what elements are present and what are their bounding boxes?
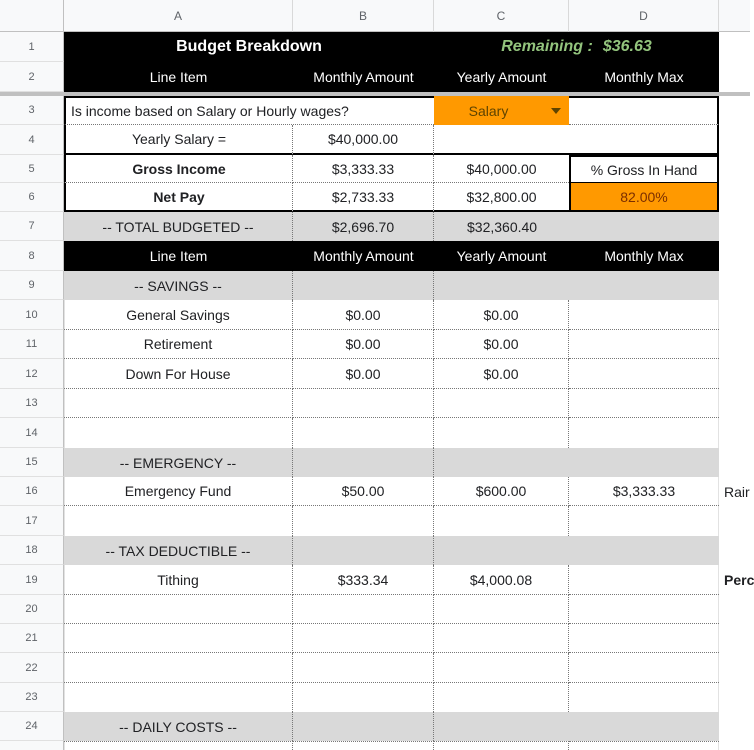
remaining-cell[interactable] (434, 32, 719, 62)
down-for-house-yearly[interactable]: $0.00 (434, 359, 569, 389)
retirement-yearly[interactable]: $0.00 (434, 330, 569, 359)
emergency-fund-max[interactable]: $3,333.33 (569, 477, 719, 506)
column-header-e[interactable] (719, 0, 750, 32)
cell-c24[interactable] (434, 712, 719, 741)
cell-b17[interactable] (293, 506, 434, 536)
cell-c23[interactable] (434, 683, 569, 712)
column-header-b[interactable]: B (293, 0, 434, 32)
general-savings-label[interactable]: General Savings (64, 300, 293, 330)
cell-b20[interactable] (293, 595, 434, 624)
row-header-13[interactable]: 13 (0, 389, 64, 418)
cell-c22[interactable] (434, 653, 569, 683)
cell-a14[interactable] (64, 418, 293, 448)
cell-c17[interactable] (434, 506, 569, 536)
general-savings-monthly[interactable]: $0.00 (293, 300, 434, 330)
cell-b24[interactable] (293, 712, 434, 741)
gross-income-label[interactable]: Gross Income (64, 155, 293, 183)
row-header-10[interactable]: 10 (0, 300, 64, 330)
section-savings[interactable]: -- SAVINGS -- (64, 271, 293, 300)
section-daily-costs[interactable]: -- DAILY COSTS -- (64, 712, 293, 741)
tithing-max[interactable] (569, 565, 719, 595)
net-pay-monthly[interactable]: $2,733.33 (293, 183, 434, 212)
retirement-monthly[interactable]: $0.00 (293, 330, 434, 359)
row-header-11[interactable]: 11 (0, 330, 64, 359)
remaining-value: $36.63 (602, 38, 652, 55)
row-header-6[interactable]: 6 (0, 183, 64, 212)
cell-e16[interactable] (719, 477, 750, 506)
remaining-label: Remaining : (501, 38, 593, 55)
emergency-overflow-text: Rair (724, 483, 750, 500)
tithing-monthly[interactable]: $333.34 (293, 565, 434, 595)
header-monthly-amount[interactable]: Monthly Amount (293, 62, 434, 92)
cell-b13[interactable] (293, 389, 434, 418)
cell-d13[interactable] (569, 389, 719, 418)
cell-a22[interactable] (64, 653, 293, 683)
down-for-house-monthly[interactable]: $0.00 (293, 359, 434, 389)
cell-b15[interactable] (293, 448, 434, 477)
tithing-yearly[interactable]: $4,000.08 (434, 565, 569, 595)
retirement-label[interactable]: Retirement (64, 330, 293, 359)
cell-e19[interactable] (719, 565, 754, 595)
cell-d3[interactable] (569, 96, 719, 125)
cell-a23[interactable] (64, 683, 293, 712)
net-pay-yearly[interactable]: $32,800.00 (434, 183, 569, 212)
row-header-22[interactable]: 22 (0, 653, 64, 683)
total-budgeted-monthly[interactable]: $2,696.70 (293, 212, 434, 241)
cell-b18[interactable] (293, 536, 434, 565)
income-type-dropdown[interactable] (434, 96, 569, 125)
header2-line-item[interactable]: Line Item (64, 241, 293, 271)
cell-c25[interactable] (434, 741, 569, 750)
down-for-house-label[interactable]: Down For House (64, 359, 293, 389)
section-emergency[interactable]: -- EMERGENCY -- (64, 448, 293, 477)
cell-b14[interactable] (293, 418, 434, 448)
down-for-house-max[interactable] (569, 359, 719, 389)
cell-d21[interactable] (569, 624, 719, 653)
section-tax-deductible[interactable]: -- TAX DEDUCTIBLE -- (64, 536, 293, 565)
gross-income-yearly[interactable]: $40,000.00 (434, 155, 569, 183)
row-header-4[interactable]: 4 (0, 125, 64, 155)
column-header-a[interactable]: A (64, 0, 293, 32)
retirement-max[interactable] (569, 330, 719, 359)
cell-a13[interactable] (64, 389, 293, 418)
gross-income-monthly[interactable]: $3,333.33 (293, 155, 434, 183)
cell-b25[interactable] (293, 741, 434, 750)
cell-d17[interactable] (569, 506, 719, 536)
cell-c14[interactable] (434, 418, 569, 448)
cell-b21[interactable] (293, 624, 434, 653)
header-monthly-max[interactable]: Monthly Max (569, 62, 719, 92)
cell-c15[interactable] (434, 448, 719, 477)
gross-in-hand-percent[interactable]: 82.00% (569, 183, 719, 212)
row-header-25[interactable] (0, 741, 64, 750)
row-header-17[interactable]: 17 (0, 506, 64, 536)
row-header-7[interactable]: 7 (0, 212, 64, 241)
net-pay-label[interactable]: Net Pay (64, 183, 293, 212)
column-header-c[interactable]: C (434, 0, 569, 32)
cell-a17[interactable] (64, 506, 293, 536)
income-type-question[interactable]: Is income based on Salary or Hourly wages? (64, 96, 434, 125)
row-header-12[interactable]: 12 (0, 359, 64, 389)
cell-d25[interactable] (569, 741, 719, 750)
cell-c21[interactable] (434, 624, 569, 653)
cell-b9[interactable] (293, 271, 434, 300)
emergency-fund-label[interactable]: Emergency Fund (64, 477, 293, 506)
income-type-value: Salary (468, 102, 509, 119)
cell-c20[interactable] (434, 595, 569, 624)
cell-d14[interactable] (569, 418, 719, 448)
row-header-23[interactable]: 23 (0, 683, 64, 712)
cell-b22[interactable] (293, 653, 434, 683)
emergency-fund-yearly[interactable]: $600.00 (434, 477, 569, 506)
cell-c9[interactable] (434, 271, 719, 300)
cell-c4[interactable] (434, 125, 719, 155)
yearly-salary-value[interactable]: $40,000.00 (293, 125, 434, 155)
cell-d22[interactable] (569, 653, 719, 683)
yearly-salary-label[interactable]: Yearly Salary = (64, 125, 293, 155)
header2-yearly-amount[interactable]: Yearly Amount (434, 241, 569, 271)
row-header-20[interactable]: 20 (0, 595, 64, 624)
general-savings-yearly[interactable]: $0.00 (434, 300, 569, 330)
header-yearly-amount[interactable]: Yearly Amount (434, 62, 569, 92)
header2-monthly-amount[interactable]: Monthly Amount (293, 241, 434, 271)
header-line-item[interactable]: Line Item (64, 62, 293, 92)
row-header-2[interactable]: 2 (0, 62, 64, 92)
total-budgeted-label[interactable]: -- TOTAL BUDGETED -- (64, 212, 293, 241)
tithing-label[interactable]: Tithing (64, 565, 293, 595)
header2-monthly-max[interactable]: Monthly Max (569, 241, 719, 271)
row-header-15[interactable]: 15 (0, 448, 64, 477)
row-header-21[interactable]: 21 (0, 624, 64, 653)
budget-title[interactable]: Budget Breakdown (64, 32, 434, 62)
general-savings-max[interactable] (569, 300, 719, 330)
gross-in-hand-label[interactable]: % Gross In Hand (569, 155, 719, 183)
row-header-5[interactable]: 5 (0, 155, 64, 183)
cell-b23[interactable] (293, 683, 434, 712)
row-header-14[interactable]: 14 (0, 418, 64, 448)
row-header-8[interactable]: 8 (0, 241, 64, 271)
cell-c18[interactable] (434, 536, 719, 565)
row-header-24[interactable]: 24 (0, 712, 64, 741)
select-all-corner[interactable] (0, 0, 64, 32)
row-header-3[interactable]: 3 (0, 96, 64, 125)
emergency-fund-monthly[interactable]: $50.00 (293, 477, 434, 506)
cell-d20[interactable] (569, 595, 719, 624)
dropdown-arrow-icon[interactable] (551, 108, 561, 114)
row-header-16[interactable]: 16 (0, 477, 64, 506)
total-budgeted-yearly[interactable]: $32,360.40 (434, 212, 719, 241)
cell-d23[interactable] (569, 683, 719, 712)
row-header-9[interactable]: 9 (0, 271, 64, 300)
row-header-18[interactable]: 18 (0, 536, 64, 565)
cell-a20[interactable] (64, 595, 293, 624)
tithing-overflow-text: Perc (724, 572, 754, 588)
cell-a21[interactable] (64, 624, 293, 653)
column-header-d[interactable]: D (569, 0, 719, 32)
cell-a25[interactable] (64, 741, 293, 750)
cell-c13[interactable] (434, 389, 569, 418)
row-header-19[interactable]: 19 (0, 565, 64, 595)
row-header-1[interactable]: 1 (0, 32, 64, 62)
